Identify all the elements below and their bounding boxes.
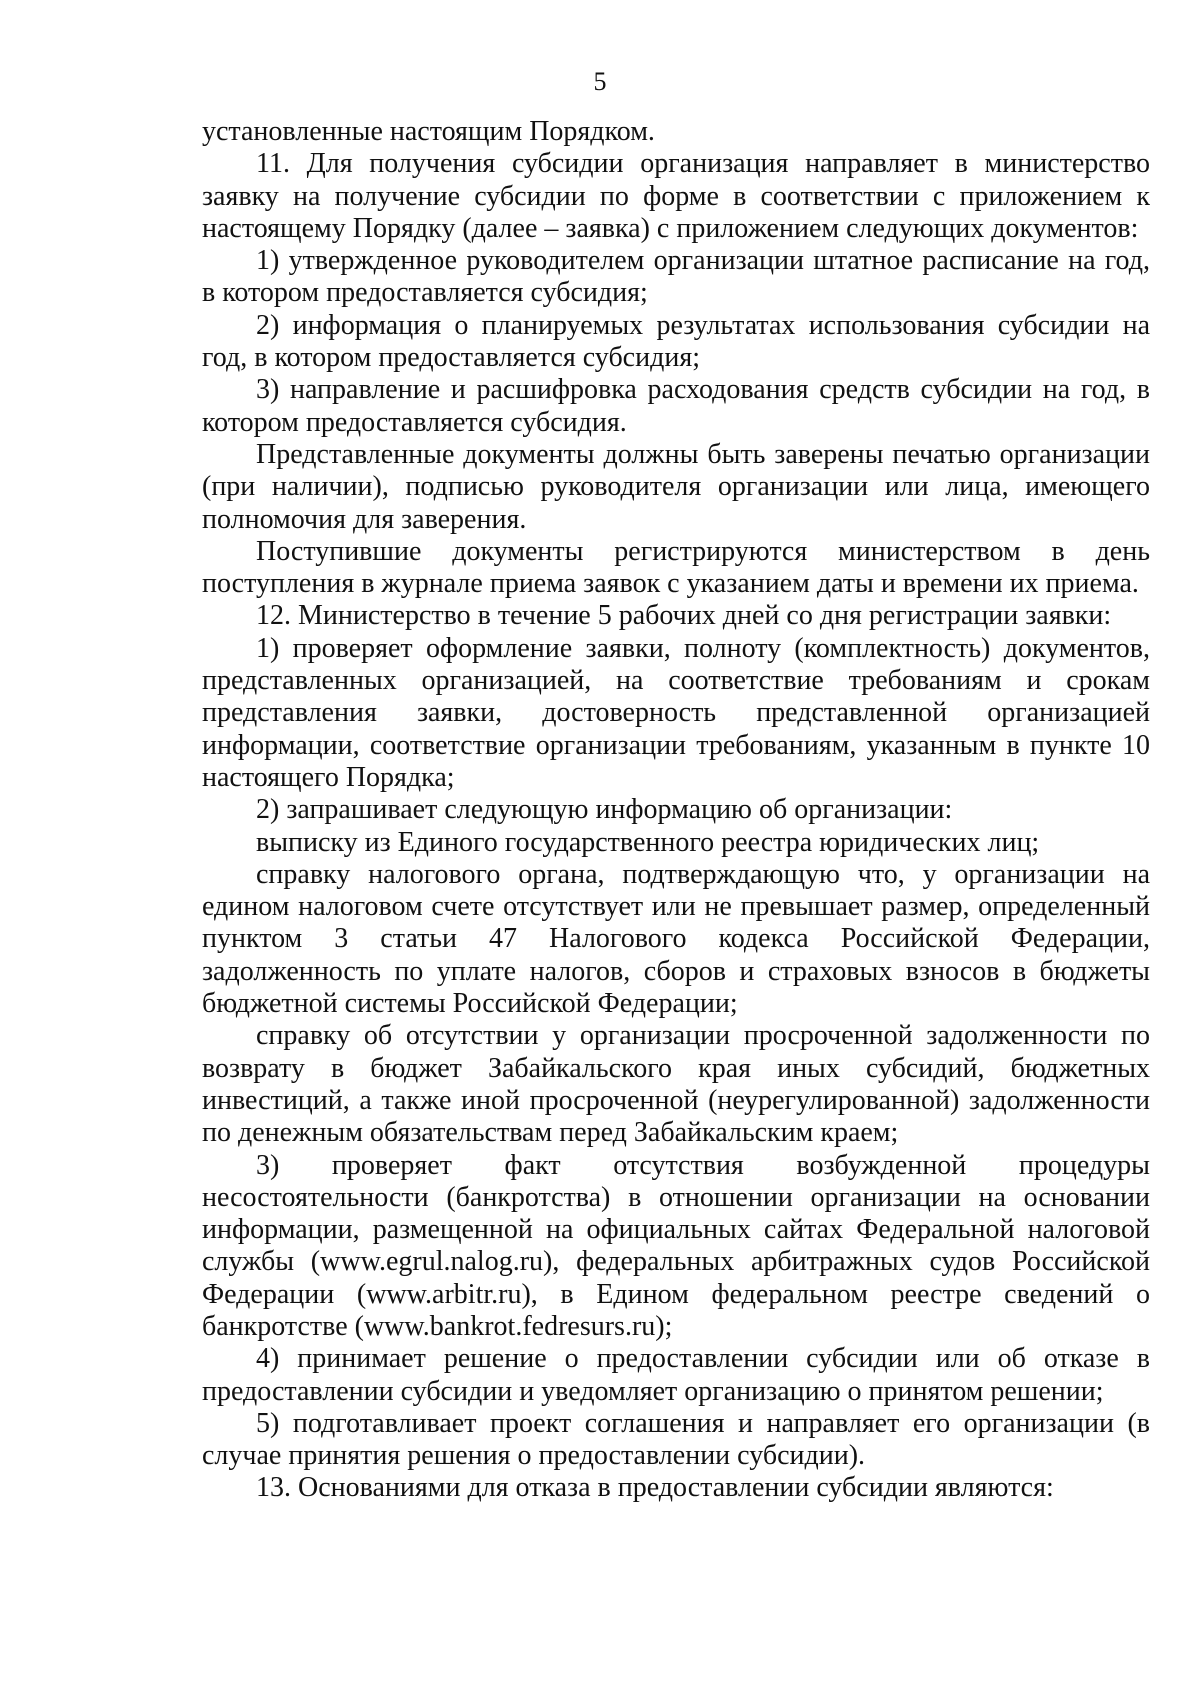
paragraph: 5) подготавливает проект соглашения и направляет его организации (в случае принятия решения о предоставлении субсидии). (202, 1407, 1150, 1472)
paragraph: справку об отсутствии у организации просроченной задолженности по возврату в бюджет Забайкальского края иных субсидий, бюджетных инвестиций, а также иной просроченной (неурегулированной) задолженности по денежным обязательствам перед Забайкальским краем; (202, 1020, 1150, 1149)
paragraph: 11. Для получения субсидии организация направляет в министерство заявку на получение субсидии по форме в соответствии с приложением к настоящему Порядку (далее – заявка) с приложением следующих документов: (202, 148, 1150, 244)
paragraph: 3) направление и расшифровка расходования средств субсидии на год, в котором предоставляется субсидия. (202, 374, 1150, 438)
paragraph: Поступившие документы регистрируются министерством в день поступления в журнале приема заявок с указанием даты и времени их приема. (202, 535, 1150, 600)
paragraph: Представленные документы должны быть заверены печатью организации (при наличии), подписью руководителя организации или лица, имеющего полномочия для заверения. (202, 438, 1150, 535)
paragraph: 2) запрашивает следующую информацию об организации: (256, 794, 953, 826)
paragraph: установленные настоящим Порядком. (202, 116, 655, 147)
paragraph: 1) проверяет оформление заявки, полноту (комплектность) документов, представленных организацией, на соответствие требованиям и срокам представления заявки, достоверность представленной организацией информации, соответствие организации требованиям, указанным в пункте 10 настоящего Порядка; (202, 632, 1150, 793)
page-number: 5 (593, 67, 607, 96)
paragraph: 4) принимает решение о предоставлении субсидии или об отказе в предоставлении субсидии и уведомляет организацию о принятом решении; (202, 1343, 1150, 1407)
paragraph: выписку из Единого государственного реестра юридических лиц; (256, 826, 1040, 858)
paragraph: 2) информация о планируемых результатах использования субсидии на год, в котором предоставляется субсидия; (202, 309, 1150, 374)
paragraph: 3) проверяет факт отсутствия возбужденной процедуры несостоятельности (банкротства) в отношении организации на основании информации, размещенной на официальных сайтах Федеральной налоговой службы (www.egrul.nalog.ru), федеральных арбитражных судов Российской Федерации (www.arbitr.ru), в Едином федеральном реестре сведений о банкротстве (www.bankrot.fedresurs.ru); (202, 1149, 1150, 1342)
paragraph: 1) утвержденное руководителем организации штатное расписание на год, в котором предоставляется субсидия; (202, 245, 1150, 309)
paragraph: 12. Министерство в течение 5 рабочих дней со дня регистрации заявки: (256, 600, 1112, 632)
paragraph: 13. Основаниями для отказа в предоставлении субсидии являются: (256, 1472, 1054, 1504)
document-body (202, 116, 1150, 1505)
paragraph: справку налогового органа, подтверждающую что, у организации на едином налоговом счете отсутствует или не превышает размер, определенный пунктом 3 статьи 47 Налогового кодекса Российской Федерации, задолженность по уплате налогов, сборов и страховых взносов в бюджеты бюджетной системы Российской Федерации; (202, 858, 1150, 1020)
